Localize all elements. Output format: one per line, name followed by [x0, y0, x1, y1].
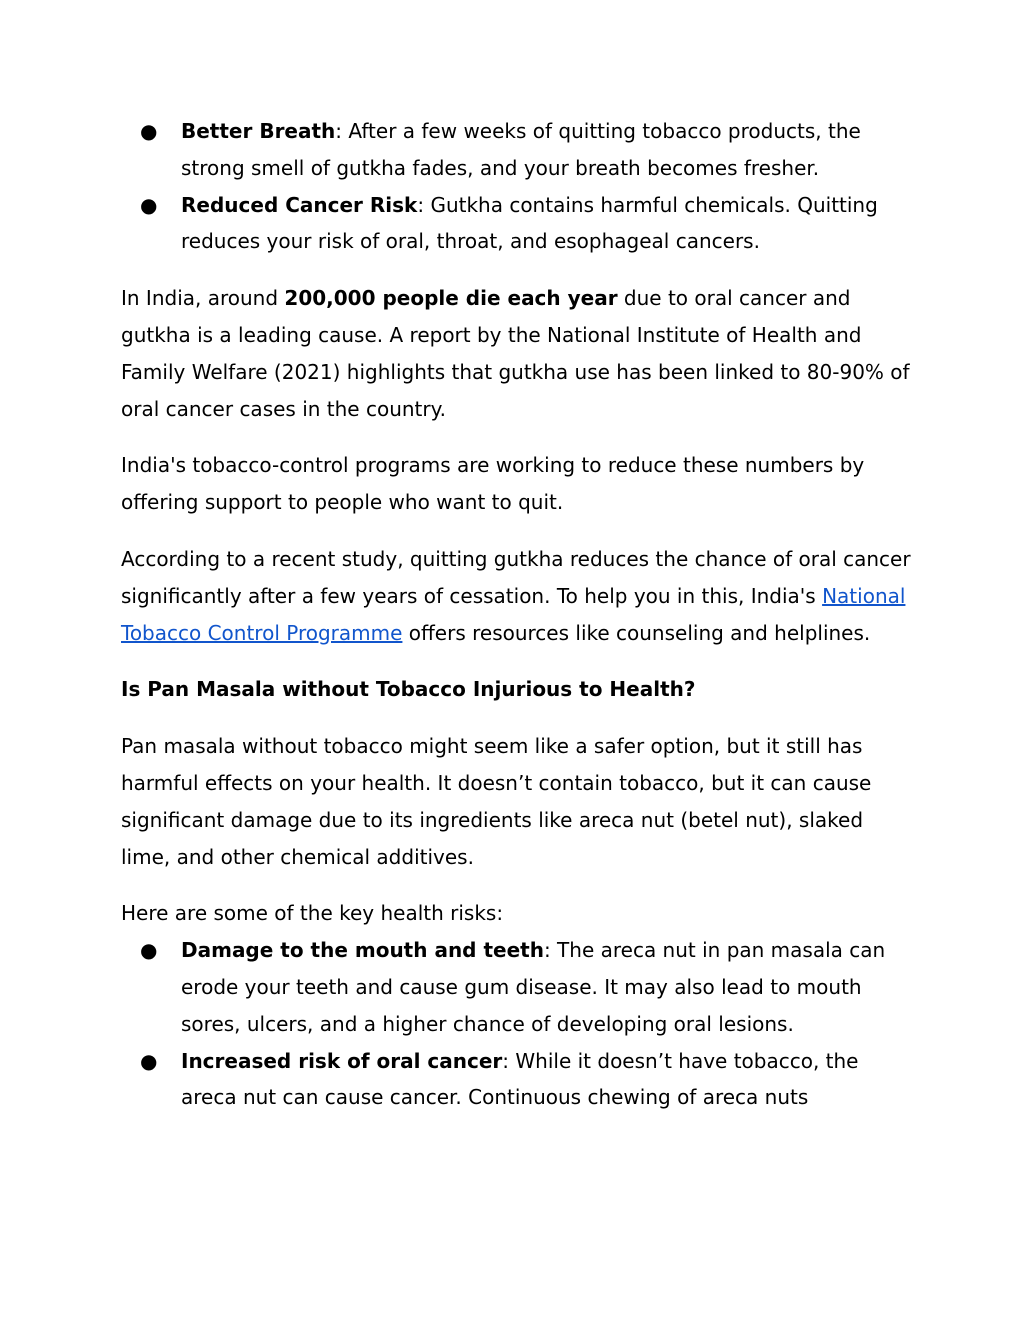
- paragraph-statistics: [121, 280, 911, 427]
- list-item: [121, 932, 911, 1042]
- paragraph-text: offers resources like counseling and helplines.: [402, 620, 871, 645]
- paragraph-text: In India, around: [121, 286, 285, 311]
- paragraph-programs: India's tobacco-control programs are working to reduce these numbers by offering support to people who want to quit.: [121, 453, 865, 515]
- list-item-title: Increased risk of oral cancer: [181, 1048, 503, 1073]
- list-item: [121, 1043, 911, 1117]
- paragraph-pan-masala: Pan masala without tobacco might seem like a safer option, but it still has harmful effects on your health. It doesn’t contain tobacco, but it can cause significant damage due to its ingredients like areca nut (betel nut), slaked lime, and other chemical additives.: [121, 734, 872, 869]
- paragraph-bold-text: 200,000 people die each year: [284, 286, 618, 311]
- list-item-text: : The areca nut in pan masala can erode your teeth and cause gum disease. It may also lead to mouth sores, ulcers, and a higher chance of developing oral lesions.: [181, 938, 886, 1036]
- list-item-title: Reduced Cancer Risk: [181, 192, 418, 217]
- paragraph-study: [121, 541, 911, 651]
- document-page: [121, 113, 911, 1116]
- list-item: [121, 187, 911, 261]
- section-heading: Is Pan Masala without Tobacco Injurious to Health?: [121, 677, 696, 702]
- risks-list: [121, 932, 911, 1116]
- ntcp-link[interactable]: National Tobacco Control Programme: [121, 583, 906, 645]
- benefits-list: [121, 113, 911, 260]
- bullet-icon: ●: [140, 938, 158, 963]
- bullet-icon: ●: [140, 119, 158, 143]
- bullet-icon: ●: [140, 1048, 158, 1073]
- paragraph-text: According to a recent study, quitting gutkha reduces the chance of oral cancer significantly after a few years of cessation. To help you in this, India's: [121, 546, 911, 608]
- list-item-text: : While it doesn’t have tobacco, the areca nut can cause cancer. Continuous chewing of areca nuts: [181, 1048, 859, 1110]
- list-item-title: Better Breath: [181, 119, 336, 143]
- paragraph-text: due to oral cancer and gutkha is a leading cause. A report by the National Institute of Health and Family Welfare (2021) highlights that gutkha use has been linked to 80-90% of oral cancer cases in the country.: [121, 286, 910, 421]
- list-item-text: : Gutkha contains harmful chemicals. Quitting reduces your risk of oral, throat, and esophageal cancers.: [181, 192, 878, 254]
- list-item-title: Damage to the mouth and teeth: [181, 938, 544, 963]
- bullet-icon: ●: [140, 192, 158, 217]
- list-item: [121, 113, 911, 187]
- paragraph-risks-intro: Here are some of the key health risks:: [121, 901, 504, 926]
- list-item-text: : After a few weeks of quitting tobacco products, the strong smell of gutkha fades, and your breath becomes fresher.: [181, 119, 861, 180]
